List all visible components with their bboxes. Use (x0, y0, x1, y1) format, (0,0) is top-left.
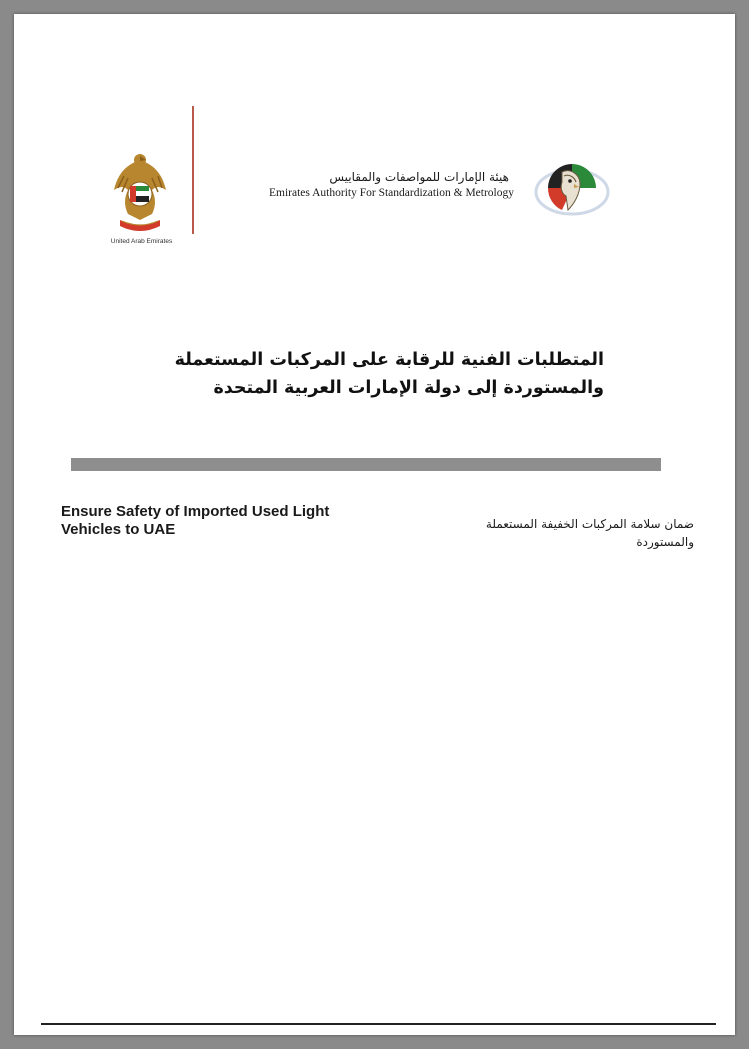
esma-falcon-logo-icon (532, 154, 612, 226)
document-subtitle-english: Ensure Safety of Imported Used Light Vehicles to UAE (61, 503, 330, 538)
header-divider (192, 106, 194, 234)
document-subtitle-arabic: ضمان سلامة المركبات الخفيفة المستعملة والمستوردة (485, 517, 694, 549)
title-ar-line-1: المتطلبات الفنية للرقابة على المركبات المستعملة (174, 350, 604, 370)
separator-bar (71, 458, 661, 471)
falcon-emblem-icon (110, 150, 170, 236)
bottom-rule (41, 1023, 716, 1025)
authority-name-arabic: هيئة الإمارات للمواصفات والمقاييس (329, 170, 509, 184)
document-title-arabic (134, 346, 604, 402)
uae-emblem (110, 150, 170, 241)
authority-name-english: Emirates Authority For Standardization & Metrology (269, 187, 514, 199)
document-page (14, 14, 735, 1035)
emblem-caption: United Arab Emirates (110, 238, 173, 245)
title-ar-line-2: والمستوردة إلى دولة الإمارات العربية المتحدة (213, 378, 604, 398)
esma-logo (532, 154, 612, 231)
